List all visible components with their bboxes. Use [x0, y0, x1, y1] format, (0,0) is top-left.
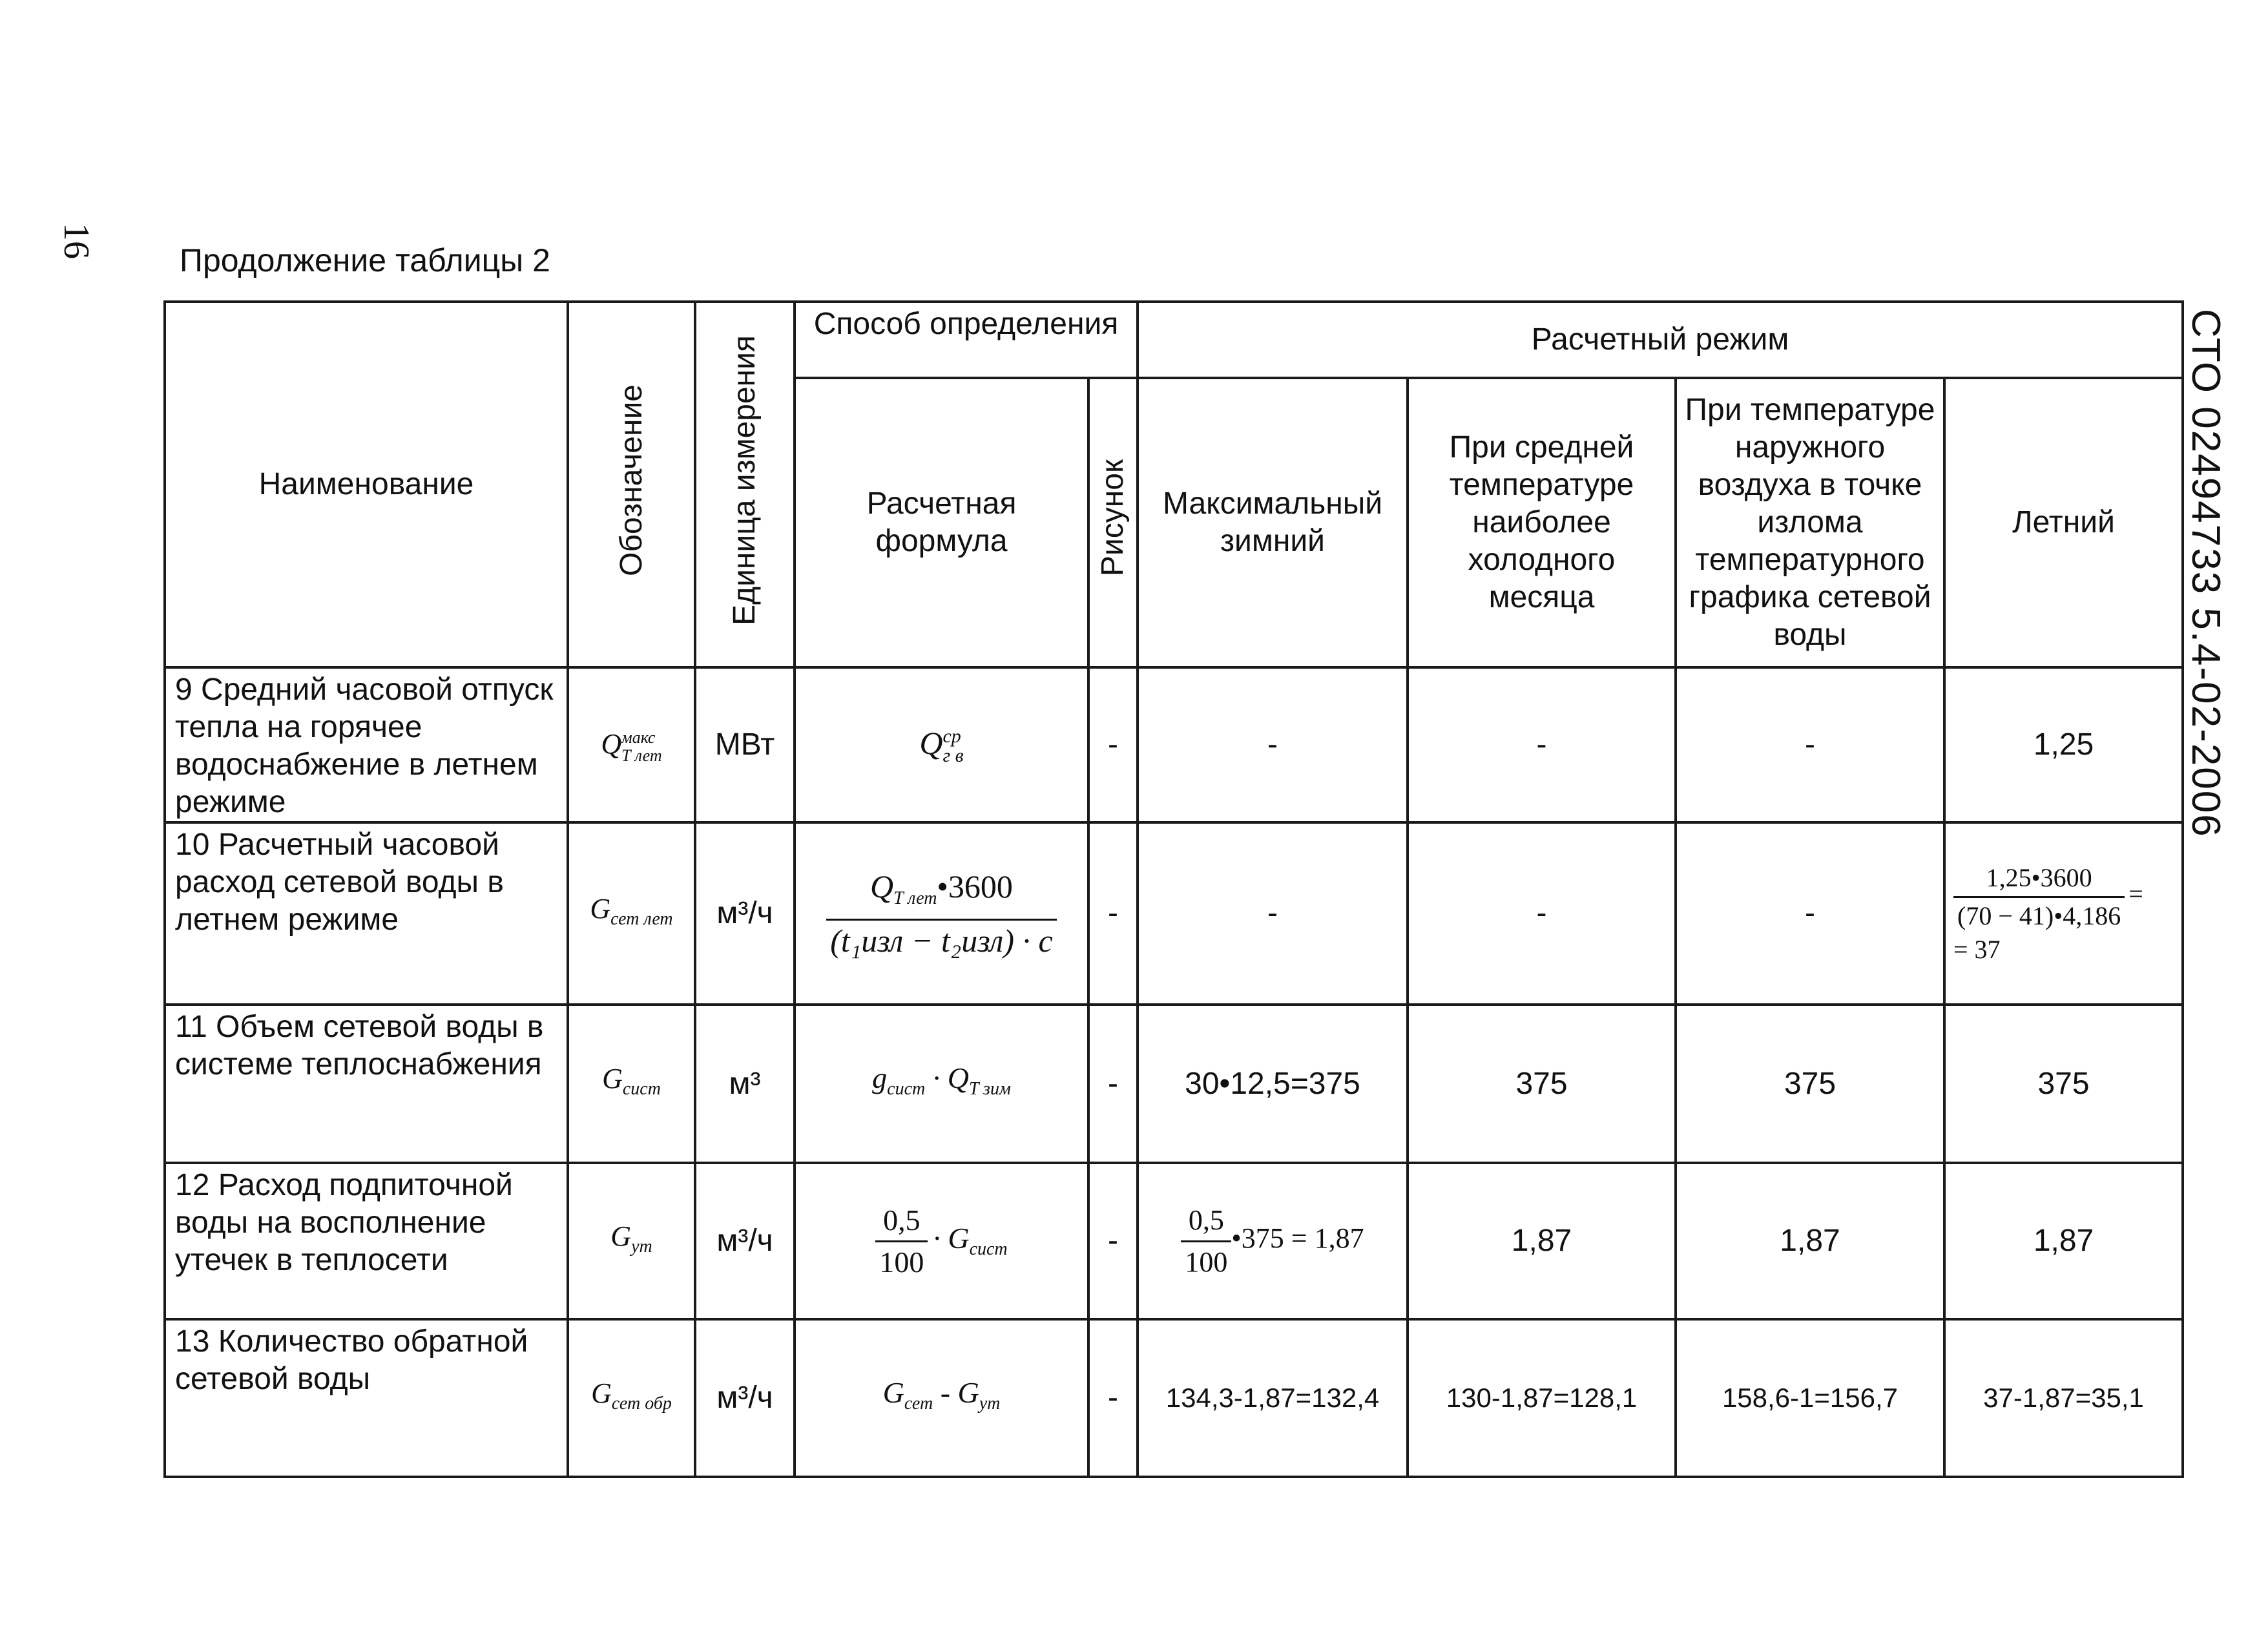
row-summer: 37-1,87=35,1 — [1944, 1319, 2183, 1477]
row-formula: $\frac{Q_{T лет}•3600}{\text{(t₁изл − t₂изл) · c}}$ — [795, 822, 1088, 1005]
row-symbol: $G_{сист}$ — [568, 1005, 695, 1163]
row-break-point: - — [1676, 822, 1944, 1005]
row-cold-month: 130-1,87=128,1 — [1408, 1319, 1676, 1477]
row-name: 12 Расход подпиточной воды на восполнение утечек в теплосети — [165, 1163, 568, 1319]
row-max-winter: $\frac{0,5}{100}$ •375 = 1,87 — [1138, 1163, 1408, 1319]
header-symbol: Обозначение — [568, 302, 695, 667]
row-unit: м³ — [695, 1005, 795, 1163]
row-formula: $G_{сет} - G_{ут}$ — [795, 1319, 1088, 1477]
row-cold-month: 1,87 — [1408, 1163, 1676, 1319]
header-name: Наименование — [165, 302, 568, 667]
row-unit: м³/ч — [695, 822, 795, 1005]
header-summer: Летний — [1944, 378, 2183, 667]
table-row — [165, 667, 2183, 822]
header-max-winter: Максимальный зимний — [1138, 378, 1408, 667]
row-summer: $\frac{1,25•3600}{(70 - 41)•4,186}$ = = 37 — [1944, 822, 2183, 1005]
document-code: СТО 02494733 5.4-02-2006 — [2183, 309, 2228, 838]
row-symbol: $G_{ут}$ — [568, 1163, 695, 1319]
row-max-winter: 134,3-1,87=132,4 — [1138, 1319, 1408, 1477]
row-break-point: 375 — [1676, 1005, 1944, 1163]
row-cold-month: 375 — [1408, 1005, 1676, 1163]
row-formula: $g_{сист} \cdot Q_{T зим}$ — [795, 1005, 1088, 1163]
row-cold-month: - — [1408, 667, 1676, 822]
header-row — [165, 302, 2183, 378]
table-caption: Продолжение таблицы 2 — [180, 242, 550, 278]
row-name: 11 Объем сетевой воды в системе теплоснабжения — [165, 1005, 568, 1163]
row-symbol: $G_{сет лет}$ — [568, 822, 695, 1005]
row-max-winter: 30•12,5=375 — [1138, 1005, 1408, 1163]
row-symbol: $G_{сет обр}$ — [568, 1319, 695, 1477]
row-figure: - — [1088, 822, 1138, 1005]
row-summer: 375 — [1944, 1005, 2183, 1163]
row-name: 10 Расчетный часовой расход сетевой воды в летнем режиме — [165, 822, 568, 1005]
row-symbol: Qмакс T лет — [568, 667, 695, 822]
row-figure: - — [1088, 667, 1138, 822]
page-number: 16 — [56, 223, 96, 259]
row-unit: МВт — [695, 667, 795, 822]
header-cold-month: При средней температуре наиболее холодного месяца — [1408, 378, 1676, 667]
table-row — [165, 1163, 2183, 1319]
row-summer: 1,87 — [1944, 1163, 2183, 1319]
header-figure: Рисунок — [1088, 378, 1138, 667]
table-row — [165, 822, 2183, 1005]
header-mode: Расчетный режим — [1138, 302, 2183, 378]
table-row — [165, 1005, 2183, 1163]
row-unit: м³/ч — [695, 1163, 795, 1319]
row-cold-month: - — [1408, 822, 1676, 1005]
row-name: 13 Количество обратной сетевой воды — [165, 1319, 568, 1477]
row-break-point: - — [1676, 667, 1944, 822]
header-method: Способ определения — [795, 302, 1138, 378]
header-unit: Единица измерения — [695, 302, 795, 667]
row-formula: $\frac{0,5}{100}$ · $G_{сист}$ — [795, 1163, 1088, 1319]
row-break-point: 158,6-1=156,7 — [1676, 1319, 1944, 1477]
table-row — [165, 1319, 2183, 1477]
header-break-point: При температуре наружного воздуха в точке излома температурного графика сетевой воды — [1676, 378, 1944, 667]
row-figure: - — [1088, 1319, 1138, 1477]
row-break-point: 1,87 — [1676, 1163, 1944, 1319]
header-formula: Расчетная формула — [795, 378, 1088, 667]
row-figure: - — [1088, 1005, 1138, 1163]
row-max-winter: - — [1138, 822, 1408, 1005]
row-name: 9 Средний часовой отпуск тепла на горячее водоснабжение в летнем режиме — [165, 667, 568, 822]
row-unit: м³/ч — [695, 1319, 795, 1477]
row-formula: Qср г в — [795, 667, 1088, 822]
row-figure: - — [1088, 1163, 1138, 1319]
data-table — [163, 300, 2184, 1478]
row-summer: 1,25 — [1944, 667, 2183, 822]
row-max-winter: - — [1138, 667, 1408, 822]
